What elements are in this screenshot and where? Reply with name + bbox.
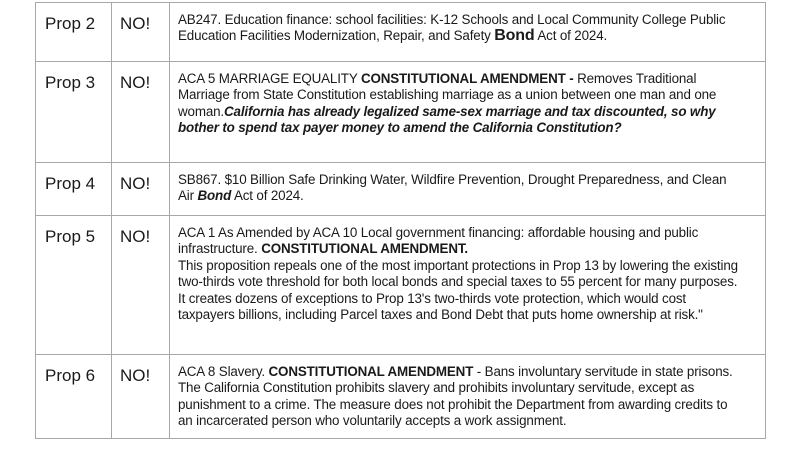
description-segment: ACA 1 As Amended by ACA 10 Local government financing: affordable housing and public infrastructure. <box>178 225 699 257</box>
vote-recommendation: NO! <box>112 216 170 355</box>
description-segment: Act of 2024. <box>231 188 304 204</box>
vote-recommendation: NO! <box>112 3 170 62</box>
description-segment: CONSTITUTIONAL AMENDMENT <box>268 364 474 379</box>
prop-number: Prop 4 <box>36 163 112 216</box>
prop-number: Prop 6 <box>36 355 112 439</box>
description-segment: CONSTITUTIONAL AMENDMENT - <box>360 71 578 86</box>
description-segment: Bond <box>197 188 232 204</box>
description-segment: CONSTITUTIONAL AMENDMENT. <box>261 241 468 257</box>
table-row <box>36 3 766 62</box>
prop-description <box>170 216 766 355</box>
description-segment: California has already legalized same-sex marriage and tax discounted, so why bother to spend tax payer money to amend the California Constitution? <box>178 103 716 136</box>
description-segment: ACA 8 Slavery. <box>178 364 269 379</box>
table-row <box>36 355 766 439</box>
vote-recommendation: NO! <box>112 163 170 216</box>
description-segment: SB867. $10 Billion Safe Drinking Water, Wildfire Prevention, Drought Preparedness, and Clean Air <box>178 172 727 204</box>
description-segment: Bond <box>494 27 535 45</box>
description-segment: AB247. Education finance: school facilities: K-12 Schools and Local Community College Public Education Facilities Modernization, Repair, and Safety <box>178 12 726 44</box>
description-segment: Act of 2024. <box>534 28 608 44</box>
propositions-table <box>35 2 766 439</box>
description-segment: Removes Traditional Marriage from State Constitution establishing marriage as a union between one man and one woman. <box>178 71 717 119</box>
prop-description <box>170 355 766 439</box>
description-segment: This proposition repeals one of the most important protections in Prop 13 by lowering the existing two-thirds vote threshold for both local bonds and special taxes to 55 percent for many purposes. It creates dozens of exceptions to Prop 13's two-thirds vote protection, which would cost taxpayers billions, including Parcel taxes and Bond Debt that puts home ownership at risk." <box>178 257 738 323</box>
prop-description <box>170 163 766 216</box>
prop-number: Prop 3 <box>36 62 112 163</box>
table-row <box>36 62 766 163</box>
description-segment: ACA 5 MARRIAGE EQUALITY <box>178 71 361 86</box>
table-row <box>36 163 766 216</box>
vote-recommendation: NO! <box>112 355 170 439</box>
prop-number: Prop 2 <box>36 3 112 62</box>
prop-description <box>170 3 766 62</box>
vote-recommendation: NO! <box>112 62 170 163</box>
description-segment: - Bans involuntary servitude in state prisons. The California Constitution prohibits slavery and prohibits involuntary servitude, except as punishment to a crime. The measure does not prohibit the Department from awarding credits to an incarcerated person who voluntarily accepts a work assignment. <box>178 364 733 429</box>
prop-description <box>170 62 766 163</box>
table-row <box>36 216 766 355</box>
prop-number: Prop 5 <box>36 216 112 355</box>
